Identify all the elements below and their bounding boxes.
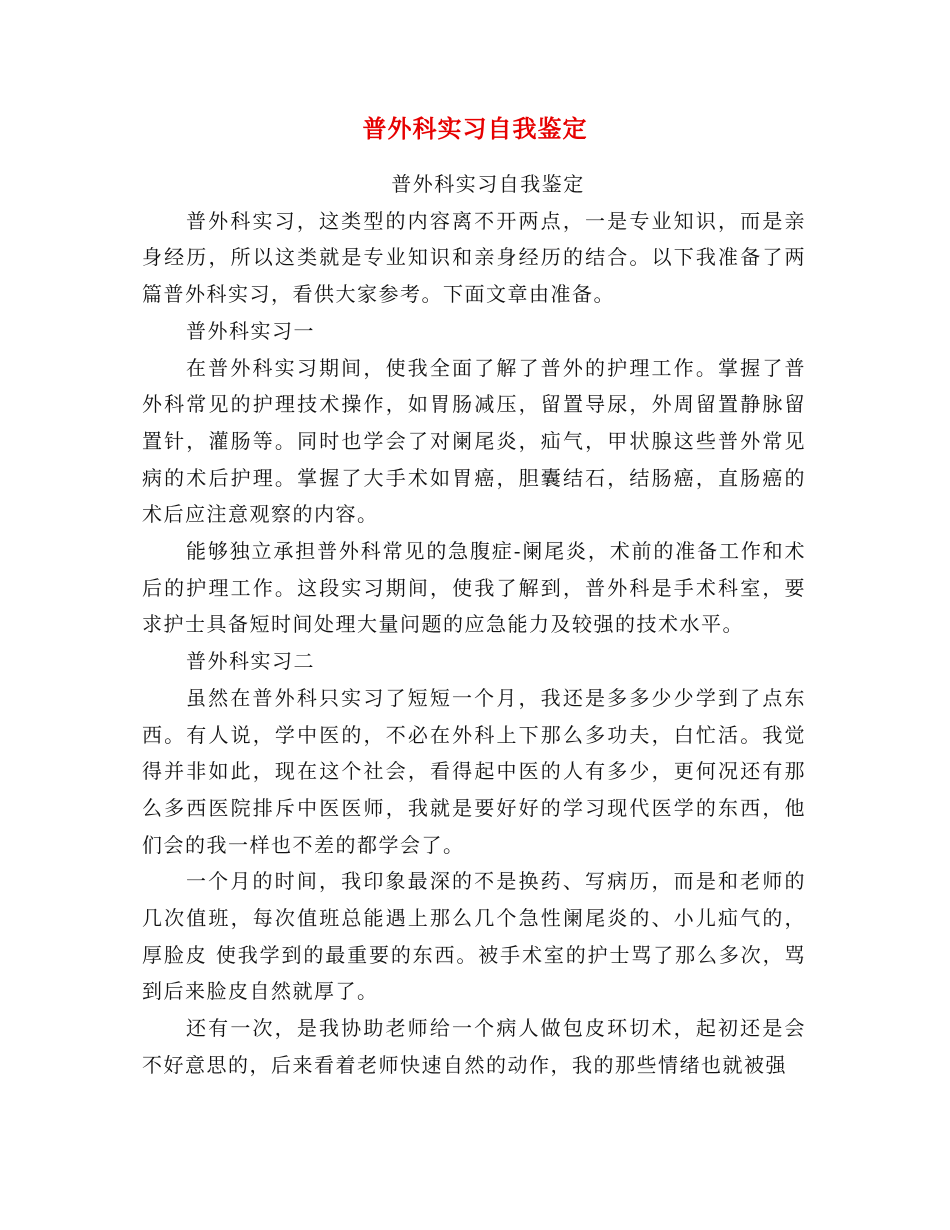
paragraph: 能够独立承担普外科常见的急腹症-阑尾炎，术前的准备工作和术后的护理工作。这段实习期间，使我了解到，普外科是手术科室，要求护士具备短时间处理大量问题的应急能力及较强的技术水平。: [142, 539, 806, 637]
paragraph: 在普外科实习期间，使我全面了解了普外的护理工作。掌握了普外科常见的护理技术操作，如胃肠减压，留置导尿，外周留置静脉留置针，灌肠等。同时也学会了对阑尾炎，疝气，甲状腺这些普外常见病的术后护理。掌握了大手术如胃癌，胆囊结石，结肠癌，直肠癌的术后应注意观察的内容。: [142, 355, 806, 527]
document-body: [142, 166, 806, 1084]
paragraph: 一个月的时间，我印象最深的不是换药、写病历，而是和老师的几次值班，每次值班总能遇上那么几个急性阑尾炎的、小儿疝气的，厚脸皮 使我学到的最重要的东西。被手术室的护士骂了那么多次，骂到后来脸皮自然就厚了。: [142, 869, 806, 1004]
document-subtitle: 普外科实习自我鉴定: [391, 172, 585, 196]
section-heading-1: 普外科实习一: [186, 318, 315, 343]
paragraph: 还有一次，是我协助老师给一个病人做包皮环切术，起初还是会不好意思的，后来看着老师快速自然的动作，我的那些情绪也就被强: [142, 1016, 806, 1077]
paragraph-intro: 普外科实习，这类型的内容离不开两点，一是专业知识，而是亲身经历，所以这类就是专业知识和亲身经历的结合。以下我准备了两篇普外科实习，看供大家参考。下面文章由准备。: [142, 208, 806, 307]
document-title: 普外科实习自我鉴定: [362, 114, 588, 143]
section-heading-2: 普外科实习二: [186, 649, 315, 674]
paragraph: 虽然在普外科只实习了短短一个月，我还是多多少少学到了点东西。有人说，学中医的，不必在外科上下那么多功夫，白忙活。我觉得并非如此，现在这个社会，看得起中医的人有多少，更何况还有那么多西医院排斥中医医师，我就是要好好的学习现代医学的东西，他们会的我一样也不差的都学会了。: [142, 685, 806, 857]
